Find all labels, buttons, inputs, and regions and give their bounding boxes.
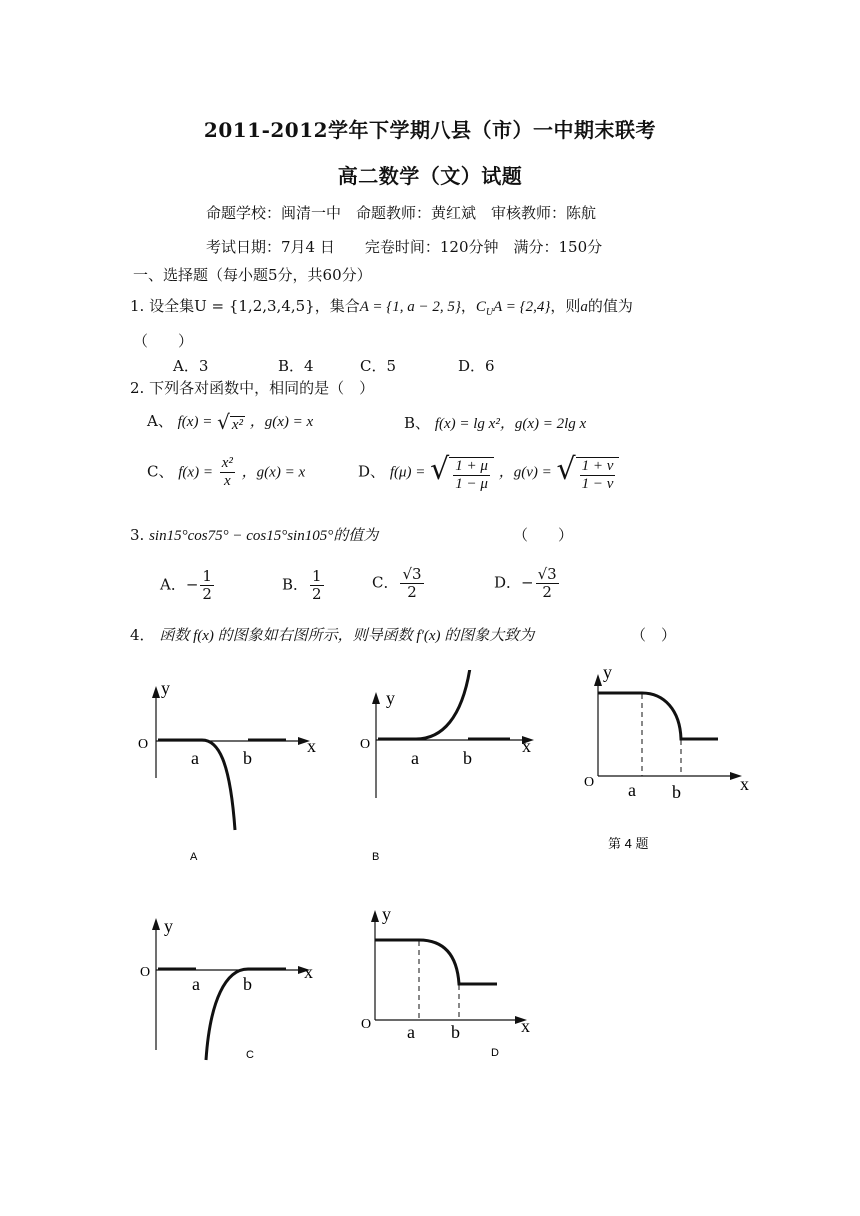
q1-option-b: B．4 [278, 357, 314, 375]
q2-d-f: f(μ) = [389, 464, 426, 481]
question-3 [130, 524, 378, 545]
graph-c-y-label: y [164, 916, 173, 936]
graph-d-origin: O [361, 1017, 372, 1032]
q2-option-b [404, 412, 586, 433]
graph-b-y-label: y [386, 688, 395, 708]
q3-option-d: D．− $\frac{√3}{2}$ [494, 565, 557, 601]
q1-var: a [580, 299, 588, 315]
question-2 [130, 377, 374, 398]
graph-a-caption: A [190, 851, 198, 863]
graph-b-a-label: a [411, 748, 419, 768]
q3-number: 3. [130, 526, 145, 544]
graph-d-x-label: x [521, 1016, 530, 1036]
q2-d-sqrt2: √ $\frac{1 + \nu}{1 - \nu}$ [557, 452, 620, 493]
q3-expr: sin15°cos75° − cos15°sin105°的值为 [149, 528, 379, 544]
graph-d-caption: D [491, 1047, 499, 1059]
q2-c-label: C、 [147, 462, 174, 481]
graph-d [355, 900, 555, 1070]
q1-complement: C [475, 299, 486, 315]
graph-main-origin: O [584, 775, 595, 790]
graph-a-a-label: a [191, 748, 199, 768]
graph-main [580, 660, 770, 860]
q2-option-c [147, 455, 305, 490]
q1-option-a: A．3 [173, 357, 209, 375]
q3-paren: （ ） [513, 526, 574, 544]
graph-c-x-label: x [304, 962, 313, 982]
graph-a-x-label: x [307, 736, 316, 756]
graph-c-caption: C [246, 1049, 254, 1061]
q4-text: 函数 f(x) 的图象如右图所示，则导函数 f′(x) 的图象大致为 [159, 628, 535, 644]
q1-number: 1. [130, 297, 145, 315]
graph-main-caption: 第 4 题 [608, 836, 649, 851]
q3-option-a: A．− $\frac{1}{2}$ [160, 567, 212, 603]
q2-d-sqrt1: √ $\frac{1 + \mu}{1 - \mu}$ [430, 452, 494, 493]
exam-info-line: 考试日期：7月4 日 完卷时间：120分钟 满分：150分 [206, 238, 603, 256]
q2-b-text: f(x) = lg x²，g(x) = 2lg x [434, 416, 587, 432]
q2-d-g: ，g(ν) = [498, 464, 552, 481]
q3-option-c: C． $\frac{√3}{2}$ [372, 565, 422, 601]
graph-a [130, 670, 330, 870]
question-4 [130, 624, 534, 645]
exam-subtitle: 高二数学（文）试题 [337, 164, 523, 188]
q2-c-g: ，g(x) = x [241, 464, 306, 481]
q2-c-f: f(x) = [178, 464, 213, 481]
graph-d-a-label: a [407, 1022, 415, 1042]
q1-text-a: 设全集U = {1,2,3,4,5}，集合 [149, 297, 360, 315]
graph-a-b-label: b [243, 748, 252, 768]
q2-b-label: B、 [404, 414, 431, 432]
graph-c-b-label: b [243, 974, 252, 994]
graph-main-y-label: y [603, 662, 612, 682]
q1-complement-sub: U [485, 307, 494, 318]
q2-option-a [147, 410, 313, 434]
graph-b [350, 670, 550, 870]
graph-d-b-label: b [451, 1022, 460, 1042]
q2-text: 下列各对函数中，相同的是（ ） [149, 379, 375, 397]
graph-c-origin: O [140, 965, 151, 980]
q1-text-c: 的值为 [587, 297, 633, 315]
graph-b-x-label: x [522, 736, 531, 756]
graph-main-a-label: a [628, 780, 636, 800]
graph-b-origin: O [360, 737, 371, 752]
q1-paren: （ ） [133, 332, 194, 350]
graph-b-b-label: b [463, 748, 472, 768]
graph-main-b-label: b [672, 782, 681, 802]
q1-complement-rest: A = {2,4} [493, 299, 551, 315]
q2-number: 2. [130, 379, 145, 397]
q2-c-frac: $\frac{\text{x²}}{x}$ [221, 455, 233, 489]
q2-option-d [358, 452, 619, 493]
q4-paren: （ ） [631, 626, 677, 644]
q2-a-sqrt: √ x² [217, 410, 243, 434]
graph-b-caption: B [372, 851, 380, 863]
section-heading: 一、选择题（每小题5分，共60分） [133, 266, 372, 284]
q3-option-b: B． $\frac{1}{2}$ [282, 567, 322, 603]
q2-d-label: D、 [358, 462, 386, 481]
q1-sep: ， [460, 297, 476, 315]
graph-main-x-label: x [740, 774, 749, 794]
q1-set-a: A = {1, a − 2, 5} [359, 299, 461, 315]
q2-a-label: A、 [147, 412, 173, 430]
q4-number: 4． [130, 626, 155, 644]
q1-text-b: ，则 [550, 297, 581, 315]
graph-c [130, 900, 330, 1070]
q2-a-f: f(x) = [177, 414, 213, 430]
author-line: 命题学校：闽清一中 命题教师：黄红斌 审核教师：陈航 [206, 204, 597, 222]
graph-d-y-label: y [382, 904, 391, 924]
exam-title: 2011-2012学年下学期八县（市）一中期末联考 [203, 118, 657, 142]
graph-a-y-label: y [161, 678, 170, 698]
question-1 [130, 295, 633, 318]
graph-c-a-label: a [192, 974, 200, 994]
q1-option-d: D．6 [458, 357, 495, 375]
graph-a-origin: O [138, 737, 149, 752]
q2-a-g: ，g(x) = x [249, 414, 314, 430]
q1-option-c: C．5 [360, 357, 397, 375]
